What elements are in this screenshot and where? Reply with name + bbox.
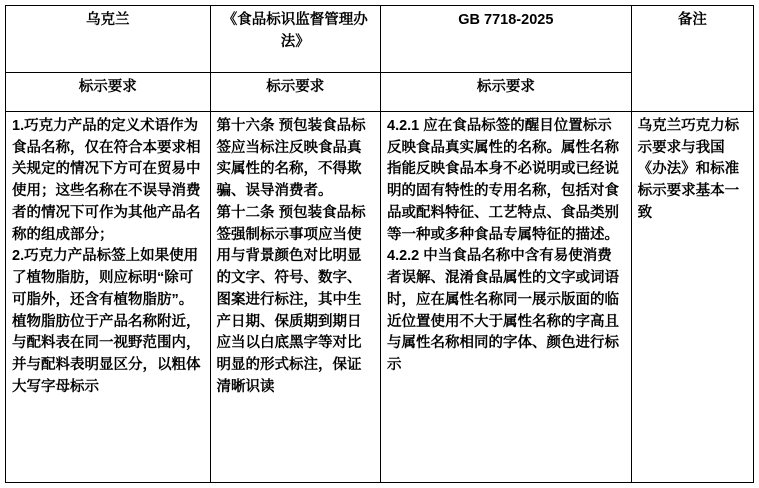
subheader-gb: 标示要求 [381, 72, 632, 111]
cell-remark: 乌克兰巧克力标示要求与我国《办法》和标准标示要求基本一致 [631, 111, 753, 482]
cell-ukraine-requirements [6, 111, 211, 482]
paragraph: 第十六条 预包装食品标签应当标注反映食品真实属性的名称，不得欺骗、误导消费者。 [216, 117, 366, 200]
subheader-ukraine: 标示要求 [6, 72, 211, 111]
column-header-ukraine: 乌克兰 [6, 6, 211, 73]
paragraph: 4.2.1 应在食品标签的醒目位置标示反映食品真实属性的名称。属性名称指能反映食品本身不必说明或已经说明的固有特性的专用名称，包括对食品或配料特征、工艺特点、食品类别等一种或多种食品专属特征的描述。 [387, 117, 619, 243]
cell-gb-requirements [381, 111, 632, 482]
table-body-row [6, 111, 754, 482]
paragraph: 1.巧克力产品的定义术语作为食品名称，仅在符合本要求相关规定的情况下方可在贸易中使用；这些名称在不误导消费者的情况下可作为其他产品名称的组成部分； [12, 117, 201, 243]
column-header-remark: 备注 [631, 6, 753, 112]
comparison-table [5, 5, 754, 483]
column-header-measures: 《食品标识监督管理办法》 [210, 6, 380, 73]
paragraph: 4.2.2 中当食品名称中含有易使消费者误解、混淆食品属性的文字或词语时，应在属性名称同一展示版面的临近位置使用不大于属性名称的字高且与属性名称相同的字体、颜色进行标示 [387, 248, 619, 374]
table-header-row [6, 6, 754, 73]
cell-measures-requirements [210, 111, 380, 482]
column-header-gb: GB 7718-2025 [381, 6, 632, 73]
paragraph: 2.巧克力产品标签上如果使用了植物脂肪，则应标明“除可可脂外，还含有植物脂肪”。植物脂肪位于产品名称附近，与配料表在同一视野范围内，并与配料表明显区分，以粗体大写字母标示 [12, 248, 201, 395]
subheader-measures: 标示要求 [210, 72, 380, 111]
paragraph: 第十二条 预包装食品标签强制标示事项应当使用与背景颜色对比明显的文字、符号、数字、图案进行标注，其中生产日期、保质期到期日应当以白底黑字等对比明显的形式标注，保证清晰识读 [216, 204, 366, 395]
